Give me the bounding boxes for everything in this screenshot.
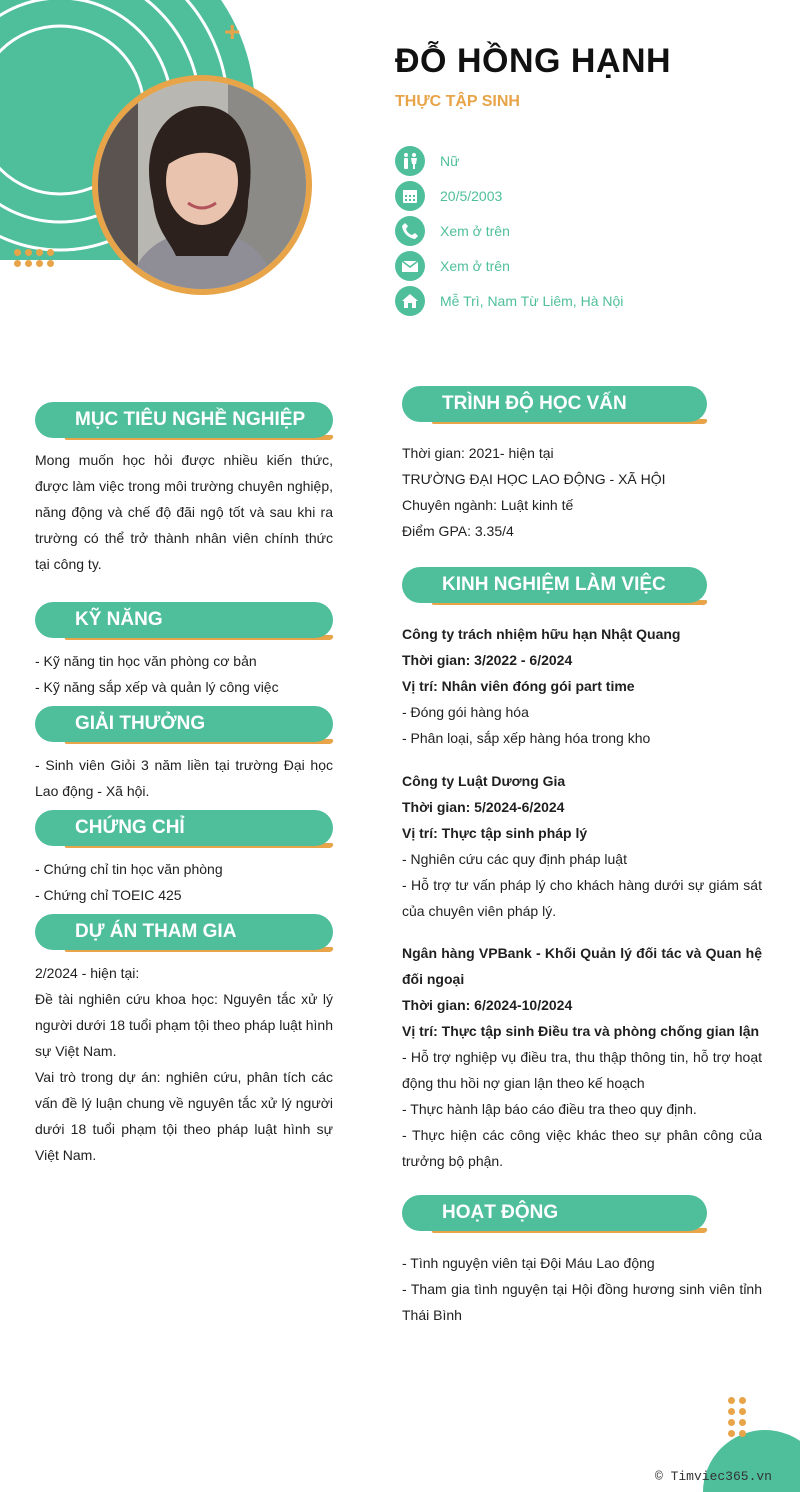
education-heading — [402, 386, 707, 426]
skills-heading — [35, 602, 333, 642]
contact-phone — [395, 213, 775, 248]
job-task: - Thực hành lập báo cáo điều tra theo quy định. — [402, 1101, 697, 1117]
certificates-title: CHỨNG CHỈ — [35, 810, 333, 846]
job-task: - Thực hiện các công việc khác theo sự phân công của trưởng bộ phận. — [402, 1127, 762, 1169]
skill-item: - Kỹ năng sắp xếp và quản lý công việc — [35, 679, 279, 695]
job-entry — [402, 940, 762, 1174]
contact-email — [395, 248, 775, 283]
experience-heading — [402, 567, 707, 607]
project-time: 2/2024 - hiện tại: — [35, 965, 140, 981]
candidate-role: THỰC TẬP SINH — [395, 93, 520, 110]
awards-title: GIẢI THƯỞNG — [35, 706, 333, 742]
job-company: Công ty trách nhiệm hữu hạn Nhật Quang — [402, 626, 681, 642]
projects-body — [35, 960, 333, 1168]
job-task: - Nghiên cứu các quy định pháp luật — [402, 851, 627, 867]
mail-icon — [395, 251, 425, 281]
job-time: Thời gian: 6/2024-10/2024 — [402, 997, 573, 1013]
plus-icon: + — [224, 16, 241, 47]
education-title: TRÌNH ĐỘ HỌC VẤN — [402, 386, 707, 422]
phone-value[interactable]: Xem ở trên — [440, 222, 510, 239]
skills-list — [35, 648, 333, 700]
contact-birthday — [395, 178, 775, 213]
contact-address — [395, 283, 775, 318]
certificates-list — [35, 856, 333, 908]
job-position: Vị trí: Thực tập sinh pháp lý — [402, 825, 588, 841]
education-line: Điểm GPA: 3.35/4 — [402, 523, 514, 539]
job-task: - Phân loại, sắp xếp hàng hóa trong kho — [402, 730, 651, 746]
education-line: Thời gian: 2021- hiện tại — [402, 445, 554, 461]
skills-title: KỸ NĂNG — [35, 602, 333, 638]
education-line: Chuyên ngành: Luật kinh tế — [402, 497, 574, 513]
gender-value: Nữ — [440, 152, 460, 169]
contact-info — [395, 143, 775, 318]
birthday-value: 20/5/2003 — [440, 187, 503, 204]
home-icon — [395, 286, 425, 316]
calendar-icon — [395, 181, 425, 211]
profile-photo — [98, 81, 306, 289]
activity-item: - Tình nguyện viên tại Đội Máu Lao động — [402, 1255, 655, 1271]
education-body — [402, 440, 762, 544]
experience-title: KINH NGHIỆM LÀM VIỆC — [402, 567, 707, 603]
activities-heading — [402, 1195, 707, 1235]
job-position: Vị trí: Thực tập sinh Điều tra và phòng chống gian lận — [402, 1023, 760, 1039]
avatar — [92, 75, 312, 295]
objective-text: Mong muốn học hỏi được nhiều kiến thức, được làm việc trong môi trường chuyên nghiệp, năng động và chế độ đãi ngộ tốt và sau khi ra trường có thể trở thành nhân viên chính thức tại công ty. — [35, 452, 333, 572]
activity-item: - Tham gia tình nguyện tại Hội đồng hương sinh viên tỉnh Thái Bình — [402, 1281, 762, 1323]
copyright-text[interactable]: © Timviec365.vn — [654, 1469, 772, 1484]
job-position: Vị trí: Nhân viên đóng gói part time — [402, 678, 635, 694]
certificates-heading — [35, 810, 333, 850]
projects-title: DỰ ÁN THAM GIA — [35, 914, 333, 950]
gender-icon — [395, 146, 425, 176]
education-line: TRƯỜNG ĐẠI HỌC LAO ĐỘNG - XÃ HỘI — [402, 471, 666, 487]
skill-item: - Kỹ năng tin học văn phòng cơ bản — [35, 653, 257, 669]
project-role: Vai trò trong dự án: nghiên cứu, phân tích các vấn đề lý luận chung về nguyên tắc xử lý người dưới 18 tuổi phạm tội theo pháp luật hình sự Việt Nam. — [35, 1069, 333, 1163]
job-entry — [402, 621, 762, 751]
awards-text: - Sinh viên Giỏi 3 năm liền tại trường Đại học Lao động - Xã hội. — [35, 757, 333, 799]
job-company: Ngân hàng VPBank - Khối Quản lý đối tác và Quan hệ đối ngoại — [402, 945, 762, 987]
awards-heading — [35, 706, 333, 746]
job-task: - Đóng gói hàng hóa — [402, 704, 529, 720]
job-time: Thời gian: 3/2022 - 6/2024 — [402, 652, 573, 668]
project-topic: Đề tài nghiên cứu khoa học: Nguyên tắc xử lý người dưới 18 tuổi phạm tội theo pháp luật hình sự Việt Nam. — [35, 991, 333, 1059]
job-time: Thời gian: 5/2024-6/2024 — [402, 799, 565, 815]
objective-title: MỤC TIÊU NGHỀ NGHIỆP — [35, 402, 333, 438]
projects-heading — [35, 914, 333, 954]
job-entry — [402, 768, 762, 924]
activities-title: HOẠT ĐỘNG — [402, 1195, 707, 1231]
address-value: Mễ Trì, Nam Từ Liêm, Hà Nội — [440, 292, 624, 309]
dots-decoration — [14, 249, 54, 267]
phone-icon — [395, 216, 425, 246]
job-task: - Hỗ trợ tư vấn pháp lý cho khách hàng dưới sự giám sát của chuyên viên pháp lý. — [402, 877, 762, 919]
job-task: - Hỗ trợ nghiệp vụ điều tra, thu thập thông tin, hỗ trợ hoạt động thu hồi nợ gian lận theo kế hoạch — [402, 1049, 762, 1091]
activities-list — [402, 1250, 762, 1328]
job-company: Công ty Luật Dương Gia — [402, 773, 566, 789]
email-value[interactable]: Xem ở trên — [440, 257, 510, 274]
candidate-name: ĐỖ HỒNG HẠNH — [395, 42, 672, 80]
contact-gender — [395, 143, 775, 178]
objective-heading — [35, 402, 333, 442]
certificate-item: - Chứng chỉ tin học văn phòng — [35, 861, 223, 877]
dots-decoration — [728, 1397, 746, 1437]
certificate-item: - Chứng chỉ TOEIC 425 — [35, 887, 182, 903]
